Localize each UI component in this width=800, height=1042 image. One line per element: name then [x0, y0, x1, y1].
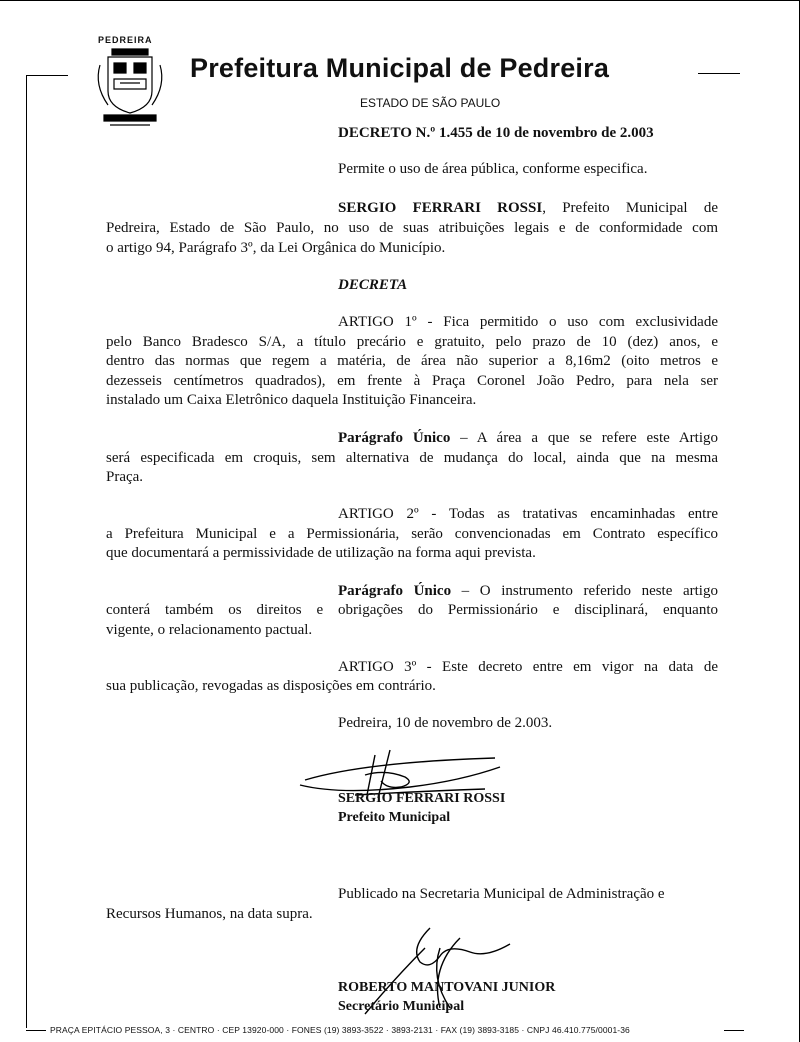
art1-line-1 — [338, 313, 718, 333]
publication-line-1: Publicado na Secretaria Municipal de Administração e — [338, 886, 665, 902]
header-rule-right — [698, 73, 740, 74]
mayor-name: SERGIO FERRARI ROSSI — [338, 200, 543, 216]
art3-line-1-rest: - Este decreto entre em vigor na data de — [416, 659, 718, 675]
footer-address: PRAÇA EPITÁCIO PESSOA, 3 · CENTRO · CEP 13920-000 · FONES (19) 3893-3522 · 3893-2131 · FAX (19) 3893-3185 · CNPJ 46.410.775/0001-36 — [50, 1025, 630, 1035]
par2-line-1-rest: – O instrumento referido neste artigo — [451, 583, 718, 599]
footer-rule-left — [26, 1030, 46, 1031]
municipal-crest — [90, 35, 170, 135]
mayor-name-signature: SERGIO FERRARI ROSSI — [338, 791, 506, 806]
art1-line-5: instalado um Caixa Eletrônico daquela Instituição Financeira. — [106, 392, 477, 408]
art2-line-1-rest: - Todas as tratativas encaminhadas entre — [418, 506, 718, 522]
art1-label: ARTIGO 1º — [338, 314, 417, 330]
page-subtitle: ESTADO DE SÃO PAULO — [360, 96, 501, 110]
par2-line-2: conterá também os direitos e obrigações do Permissionário e disciplinará, enquanto — [106, 602, 718, 618]
margin-rule-left — [26, 75, 27, 1028]
art1-line-1-rest: - Fica permitido o uso com exclusividade — [416, 314, 718, 330]
art1-line-3: dentro das normas que regem a matéria, de área não superior a 8,16m2 (oito metros e — [106, 353, 718, 369]
par1-label: Parágrafo Único — [338, 430, 451, 446]
par2-label: Parágrafo Único — [338, 583, 452, 599]
art2-label: ARTIGO 2º — [338, 506, 419, 522]
art1-line-2: pelo Banco Bradesco S/A, a título precário e gratuito, pelo prazo de 10 (dez) anos, e — [106, 334, 718, 350]
page-border-top — [0, 0, 800, 1]
header-rule-left — [26, 75, 68, 76]
page-title: Prefeitura Municipal de Pedreira — [190, 53, 610, 83]
secretary-name: ROBERTO MANTOVANI JUNIOR — [338, 980, 556, 995]
footer-rule-right — [724, 1030, 744, 1031]
decree-number: DECRETO N.º 1.455 de 10 de novembro de 2.003 — [338, 125, 654, 141]
art3-line-2: sua publicação, revogadas as disposições em contrário. — [106, 678, 436, 694]
preamble-line-3: o artigo 94, Parágrafo 3º, da Lei Orgânica do Município. — [106, 240, 446, 256]
art2-line-2: a Prefeitura Municipal e a Permissionária, serão convencionadas em Contrato específico — [106, 526, 718, 542]
decree-summary: Permite o uso de área pública, conforme especifica. — [338, 161, 648, 177]
art3-line-1 — [338, 658, 718, 678]
par1-line-3: Praça. — [106, 469, 144, 485]
date-line: Pedreira, 10 de novembro de 2.003. — [338, 715, 553, 731]
par1-line-1-rest: – A área a que se refere este Artigo — [450, 430, 718, 446]
art2-line-1 — [338, 505, 718, 525]
par1-line-2: será especificada em croquis, sem alternativa de mudança do local, ainda que na mesma — [106, 450, 718, 466]
par2-line-3: vigente, o relacionamento pactual. — [106, 622, 313, 638]
art3-label: ARTIGO 3º — [338, 659, 417, 675]
secretary-role: Secretário Municipal — [338, 999, 465, 1014]
decreta-heading: DECRETA — [338, 277, 408, 293]
preamble-line-1 — [338, 199, 718, 219]
preamble-line-1-rest: , Prefeito Municipal de — [542, 200, 718, 216]
par2-line-1 — [338, 582, 718, 602]
par1-line-1 — [338, 429, 718, 449]
preamble-line-2: Pedreira, Estado de São Paulo, no uso de suas atribuições legais e de conformidade com — [106, 220, 718, 236]
publication-line-2: Recursos Humanos, na data supra. — [106, 906, 313, 922]
art2-line-3: que documentará a permissividade de utilização na forma aqui prevista. — [106, 545, 536, 561]
crest-label: PEDREIRA — [98, 35, 153, 45]
art1-line-4: dezesseis centímetros quadrados), em frente à Praça Coronel João Pedro, para nela ser — [106, 373, 718, 389]
mayor-role: Prefeito Municipal — [338, 810, 451, 825]
